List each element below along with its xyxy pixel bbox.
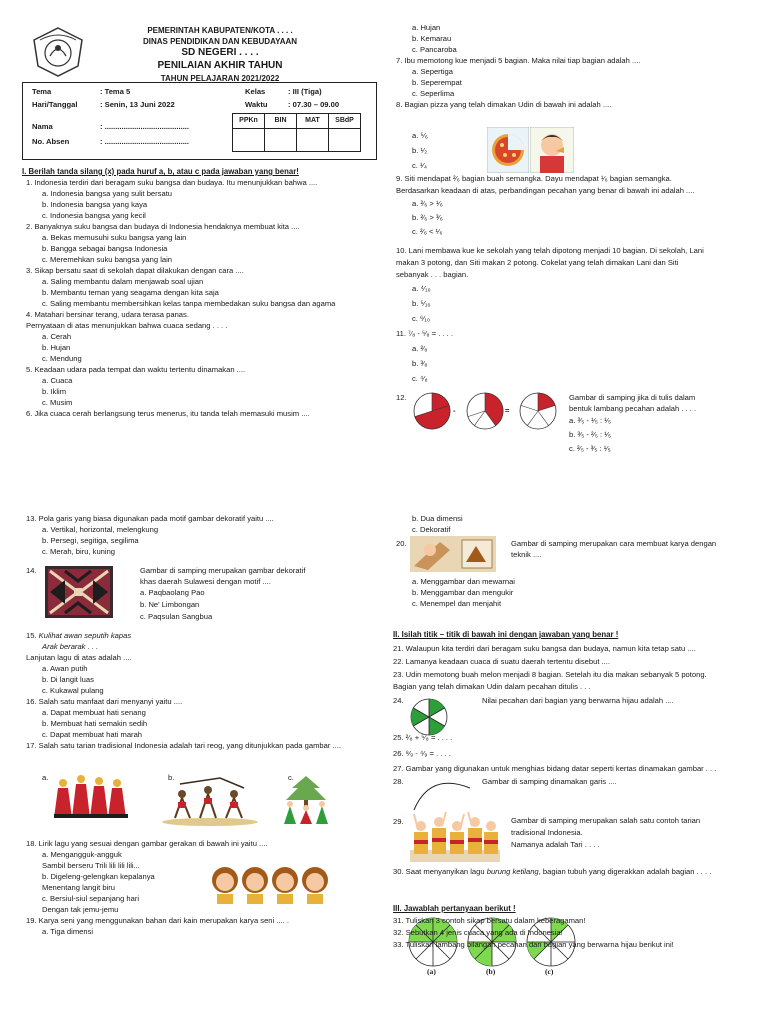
q33-label-b: (b) [486, 967, 496, 976]
q12-pie-figures [410, 390, 560, 432]
dancers-red-image [50, 774, 140, 820]
q12-pie-2 [467, 393, 503, 429]
q20-number: 20. [396, 539, 407, 548]
q23-text-2: Bagian yang telah dimakan Udin dalam pecahan ditulis . . . [393, 682, 591, 691]
q5-opt-a[interactable]: a. Cuaca [42, 376, 73, 385]
section-1-title: I. Berilah tanda silang (x) pada huruf a, b, atau c pada jawaban yang benar! [22, 167, 299, 176]
q14-text-1: Gambar di samping merupakan gambar dekoratif [140, 566, 306, 575]
waktu-label: Waktu [245, 100, 268, 109]
q12-text-1: Gambar di samping jika di tulis dalam [569, 393, 696, 402]
q16-text: 16. Salah satu manfaat dari menyanyi yaitu .... [26, 697, 183, 706]
q28-text: Gambar di samping dinamakan garis .... [482, 777, 617, 786]
q18-opt-c-2: Dengan tak jemu-jemu [42, 905, 119, 914]
kelas-value: : III (Tiga) [288, 87, 322, 96]
q15-lyric-1: Kulihat awan seputih kapas [38, 631, 132, 640]
q8-options [396, 128, 428, 173]
q19-opts-cont [396, 513, 463, 535]
q14-opt-b[interactable]: b. Ne' Limbongan [140, 600, 200, 609]
q17-label-c[interactable]: c. [288, 773, 294, 782]
q29-text-2: tradisional Indonesia. [511, 828, 583, 837]
score-header-ppkn: PPKn [232, 113, 265, 129]
q18-opt-a[interactable]: a. Mengangguk-angguk [42, 850, 122, 859]
q2-opt-b[interactable]: b. Bangga sebagai bangsa Indonesia [42, 244, 168, 253]
score-header-bin: BIN [264, 113, 297, 129]
q14-opt-a[interactable]: a. Paqbaolang Pao [140, 588, 205, 597]
q9-opt-b[interactable]: b. ²⁄₆ > ³⁄₆ [412, 213, 443, 222]
q7-opt-c[interactable]: c. Seperlima [412, 89, 455, 98]
q9-opt-c[interactable]: c. ²⁄₆ < ¹⁄₆ [412, 227, 443, 236]
q10-opt-c[interactable]: c. ⁶⁄₁₀ [412, 314, 431, 323]
q15-opt-c[interactable]: c. Kukawal pulang [42, 686, 104, 695]
q3-opt-c[interactable]: c. Saling membantu membersihkan kelas tanpa membedakan suku bangsa dan agama [42, 299, 336, 308]
questions-31-33 [393, 915, 674, 951]
q15-opt-a[interactable]: a. Awan putih [42, 664, 88, 673]
absen-label: No. Absen [32, 137, 70, 146]
q4-opt-b[interactable]: b. Hujan [42, 343, 71, 352]
q6-text: 6. Jika cuaca cerah berlangsung terus menerus, itu tanda telah memasuki musim .... [26, 409, 310, 418]
collage-craft-image [410, 536, 496, 572]
q6-opt-b[interactable]: b. Kemarau [412, 34, 452, 43]
q18-opt-a-2: Sambil berseru Trili lili lili lili... [42, 861, 140, 870]
q9-text: 9. Siti mendapat ²⁄₆ bagian buah semangka. Dayu mendapat ¹⁄₆ bagian semangka. [396, 174, 672, 183]
q20-options [396, 576, 515, 609]
q11-opt-a[interactable]: a. ²⁄₈ [412, 344, 428, 353]
q8-text: 8. Bagian pizza yang telah dimakan Udin di bawah ini adalah .... [396, 100, 612, 109]
header-school: SD NEGERI . . . . [181, 47, 259, 58]
q4-opt-c[interactable]: c. Mendung [42, 354, 82, 363]
q3-opt-b[interactable]: b. Membantu teman yang seagama dengan kita saja [42, 288, 219, 297]
q18-opt-b[interactable]: b. Digeleng-gelengkan kepalanya [42, 872, 155, 881]
question-10-11 [396, 245, 704, 386]
pizza-image [487, 127, 529, 173]
q30-text[interactable]: 30. Saat menyanyikan lagu burung ketilang, bagian tubuh yang digerakkan adalah bagian . . . . [393, 867, 712, 876]
q19-text: 19. Karya seni yang menggunakan bahan dari kain merupakan karya seni .... . [26, 916, 289, 925]
q10-text-2: makan 3 potong, dan Siti makan 2 potong. Cokelat yang telah dimakan Lani dan Siti [396, 258, 679, 267]
q4-text: 4. Matahari bersinar terang, udara terasa panas. [26, 310, 189, 319]
q12-minus: - [453, 406, 456, 415]
q14-opt-c[interactable]: c. Paqsulan Sangbua [140, 612, 213, 621]
q13-opt-c[interactable]: c. Merah, biru, kuning [42, 547, 116, 556]
q9-text-2: Berdasarkan keadaan di atas, perbandingan pecahan yang benar di bawah ini adalah .... [396, 186, 695, 195]
q17-label-b[interactable]: b. [168, 773, 175, 782]
score-cell-ppkn[interactable] [232, 128, 265, 152]
q12-opt-b[interactable]: b. ³⁄₅ - ²⁄₅ : ¹⁄₅ [569, 430, 612, 439]
q11-opt-c[interactable]: c. ⁴⁄₈ [412, 374, 428, 383]
questions-21-23 [393, 642, 707, 692]
q12-text-2: bentuk lambang pecahan adalah . . . . [569, 404, 697, 413]
score-header-mat: MAT [296, 113, 329, 129]
q14-number: 14. [26, 566, 37, 575]
q1-text: 1. Indonesia terdiri dari beragam suku bangsa dan budaya. Itu menunjukkan bahwa .... [26, 178, 318, 187]
q8-opt-a[interactable]: a. ⁵⁄₆ [412, 131, 428, 140]
q10-text-3: sebanyak . . . bagian. [396, 270, 469, 279]
q2-opt-a[interactable]: a. Bekas memusuhi suku bangsa yang lain [42, 233, 187, 242]
q2-text: 2. Banyaknya suku bangsa dan budaya di Indonesia hendaknya membuat kita .... [26, 222, 300, 231]
q7-opt-a[interactable]: a. Sepertiga [412, 67, 453, 76]
q12-number: 12. [396, 393, 407, 402]
q2-opt-c[interactable]: c. Meremehkan suku bangsa yang lain [42, 255, 173, 264]
waktu-value: : 07.30 – 09.00 [288, 100, 340, 109]
q28-curve-line [412, 778, 472, 812]
q14-text-2: khas daerah Sulawesi dengan motif .... [140, 577, 271, 586]
q7-opt-b[interactable]: b. Seperempat [412, 78, 462, 87]
q10-opt-b[interactable]: b. ⁵⁄₁₀ [412, 299, 431, 308]
q29-text-1: Gambar di samping merupakan salah satu contoh tarian [511, 816, 701, 825]
nama-value[interactable]: : ........................................ [100, 122, 190, 131]
q7-text: 7. Ibu memotong kue menjadi 5 bagian. Maka nilai tiap bagian adalah .... [396, 56, 641, 65]
header-line1: PEMERINTAH KABUPATEN/KOTA . . . . [147, 26, 293, 35]
header-line2: DINAS PENDIDIKAN DAN KEBUDAYAAN [142, 37, 298, 46]
q24-circle-figure [409, 697, 449, 737]
score-header-sbdp: SBdP [328, 113, 361, 129]
q25-text[interactable]: 25. ²⁄₈ + ⁵⁄₈ = . . . . [393, 733, 453, 742]
q26-text[interactable]: 26. ⁸⁄₉ - ⁴⁄₉ = . . . . [393, 749, 451, 758]
q13-opt-a[interactable]: a. Vertikal, horizontal, melengkung [42, 525, 159, 534]
q20-text-1: Gambar di samping merupakan cara membuat karya dengan [511, 539, 717, 548]
girls-nodding-image [210, 862, 330, 904]
q20-opt-b[interactable]: b. Menggambar dan mengukir [412, 588, 514, 597]
q6-opt-c[interactable]: c. Pancaroba [412, 45, 457, 54]
q10-opt-a[interactable]: a. ⁴⁄₁₀ [412, 284, 431, 293]
q15-opt-b[interactable]: b. Di langit luas [42, 675, 94, 684]
q20-text [511, 538, 716, 560]
q33-label-c: (c) [545, 967, 554, 976]
q15-text: 15. Kulihat awan seputih kapas [26, 631, 132, 640]
q27-text[interactable]: 27. Gambar yang digunakan untuk menghias bidang datar seperti kertas dinamakan gambar . . . [393, 764, 717, 773]
score-cell-sbdp[interactable] [328, 128, 361, 152]
header-year: TAHUN PELAJARAN 2021/2022 [160, 74, 280, 83]
q15-lyric-2: Arak berarak . . . [42, 642, 99, 651]
q30-song-title: burung ketilang [486, 867, 539, 876]
q16-opt-a[interactable]: a. Dapat membuat hati senang [42, 708, 146, 717]
q11-text: 11. ⁷⁄₈ - ⁵⁄₈ = . . . . [396, 329, 454, 338]
q1-opt-b[interactable]: b. Indonesia bangsa yang kaya [42, 200, 148, 209]
q13-opt-b[interactable]: b. Persegi, segitiga, segilima [42, 536, 139, 545]
q32-text[interactable]: 32. Sebutkan 4 jenis cuaca yang ada di Indonesia! [393, 928, 563, 937]
q6-opt-a[interactable]: a. Hujan [412, 23, 441, 32]
q10-text: 10. Lani membawa kue ke sekolah yang telah dipotong menjadi 10 bagian. Di sekolah, Lani [396, 246, 704, 255]
q14-text [140, 565, 305, 623]
absen-value[interactable]: : ........................................ [100, 137, 190, 146]
q29-text-3[interactable]: Namanya adalah Tari . . . . [511, 840, 600, 849]
q24-number: 24. [393, 696, 404, 705]
q8-opt-c[interactable]: c. ¹⁄₄ [412, 161, 427, 170]
q4-opt-a[interactable]: a. Cerah [42, 332, 72, 341]
q20-opt-c[interactable]: c. Menempel dan menjahit [412, 599, 502, 608]
q23-text[interactable]: 23. Udin memotong buah melon menjadi 8 bagian. Setelah itu dia makan sebanyak 5 potong. [393, 670, 707, 679]
q12-pie-1 [414, 393, 450, 429]
q4-text-2: Pernyataan di atas menunjukkan bahwa cuaca sedang . . . . [26, 321, 228, 330]
q28-number: 28. [393, 777, 404, 786]
q18-text: 18. Lirik lagu yang sesuai dengan gambar gerakan di bawah ini yaitu .... [26, 839, 268, 848]
q18-opt-b-2: Menentang langit biru [42, 883, 116, 892]
score-cell-bin[interactable] [264, 128, 297, 152]
hari-label: Hari/Tanggal [32, 100, 78, 109]
q15-prompt: Lanjutan lagu di atas adalah .... [26, 653, 132, 662]
q3-opt-a[interactable]: a. Saling membantu dalam menjawab soal ujian [42, 277, 204, 286]
q12-equals: = [505, 406, 510, 415]
q29-text [511, 815, 700, 851]
kelas-label: Kelas [245, 87, 266, 96]
questions-1-6 [26, 177, 335, 419]
nama-label: Nama [32, 122, 53, 131]
tema-label: Tema [32, 87, 52, 96]
q12-pie-3 [520, 393, 556, 429]
q5-text: 5. Keadaan udara pada tempat dan waktu tertentu dinamakan .... [26, 365, 246, 374]
questions-6-8 [396, 22, 640, 110]
q3-text: 3. Sikap bersatu saat di sekolah dapat dilakukan dengan cara .... [26, 266, 244, 275]
q17-text: 17. Salah satu tarian tradisional Indonesia adalah tari reog, yang ditunjukkan pada gambar .... [26, 741, 341, 750]
q17-label-a[interactable]: a. [42, 773, 49, 782]
q22-text[interactable]: 22. Lamanya keadaan cuaca di suatu daerah tertentu disebut .... [393, 657, 610, 666]
q5-opt-b[interactable]: b. Iklim [42, 387, 67, 396]
section-2-title: II. Isilah titik – titik di bawah ini dengan jawaban yang benar ! [393, 630, 619, 639]
q12-opt-c[interactable]: c. ²⁄₅ - ³⁄₅ : ¹⁄₅ [569, 444, 611, 453]
question-9 [396, 173, 695, 239]
q19-opt-b[interactable]: b. Dua dimensi [412, 514, 463, 523]
q19-opt-a[interactable]: a. Tiga dimensi [42, 927, 94, 936]
reog-dancers-image [160, 774, 260, 826]
q18-opt-c[interactable]: c. Bersiul-siul sepanjang hari [42, 894, 140, 903]
q12-opt-a[interactable]: a. ³⁄₅ - ¹⁄₅ : ¹⁄₅ [569, 416, 612, 425]
question-13 [26, 513, 274, 557]
q9-opt-a[interactable]: a. ²⁄₆ > ¹⁄₆ [412, 199, 443, 208]
q29-number: 29. [393, 817, 404, 826]
q16-opt-c[interactable]: c. Dapat membuat hati marah [42, 730, 143, 739]
tut-wuri-handayani-logo [30, 26, 86, 78]
hari-value: : Senin, 13 Juni 2022 [100, 100, 175, 109]
page-break [0, 485, 768, 486]
q24-text: Nilai pecahan dari bagian yang berwarna hijau adalah .... [482, 696, 674, 705]
q33-text[interactable]: 33. Tuliskan lambang bilangan pecahan dari bagian yang berwarna hijau berikut ini! [393, 940, 674, 949]
q1-opt-c[interactable]: c. Indonesia bangsa yang kecil [42, 211, 146, 220]
toraja-motif-image [45, 566, 113, 618]
boy-eating-image [530, 127, 574, 173]
q21-text[interactable]: 21. Walaupun kita terdiri dari beragam suku bangsa dan budaya, namun kita tetap satu .... [393, 644, 696, 653]
q5-opt-c[interactable]: c. Musim [42, 398, 73, 407]
q16-opt-b[interactable]: b. Membuat hati semakin sedih [42, 719, 148, 728]
q33-label-a: (a) [427, 967, 436, 976]
q8-opt-b[interactable]: b. ¹⁄₂ [412, 146, 428, 155]
q20-opt-a[interactable]: a. Menggambar dan mewarnai [412, 577, 515, 586]
q13-text: 13. Pola garis yang biasa digunakan pada motif gambar dekoratif yaitu .... [26, 514, 274, 523]
dancers-tree-image [276, 774, 336, 826]
score-cell-mat[interactable] [296, 128, 329, 152]
q12-text [569, 392, 696, 456]
tema-value: : Tema 5 [100, 87, 131, 96]
q19-opt-c[interactable]: c. Dekoratif [412, 525, 451, 534]
q31-text[interactable]: 31. Tuliskan 3 contoh sikap bersatu dalam keberagaman! [393, 916, 586, 925]
q11-opt-b[interactable]: b. ³⁄₈ [412, 359, 428, 368]
header-exam: PENILAIAN AKHIR TAHUN [157, 60, 283, 71]
saman-dance-image [410, 810, 500, 862]
q20-text-2: teknik .... [511, 550, 542, 559]
questions-15-17 [26, 630, 341, 751]
section-3-title: III. Jawablah pertanyaan berikut ! [393, 904, 516, 913]
q1-opt-a[interactable]: a. Indonesia bangsa yang sulit bersatu [42, 189, 173, 198]
